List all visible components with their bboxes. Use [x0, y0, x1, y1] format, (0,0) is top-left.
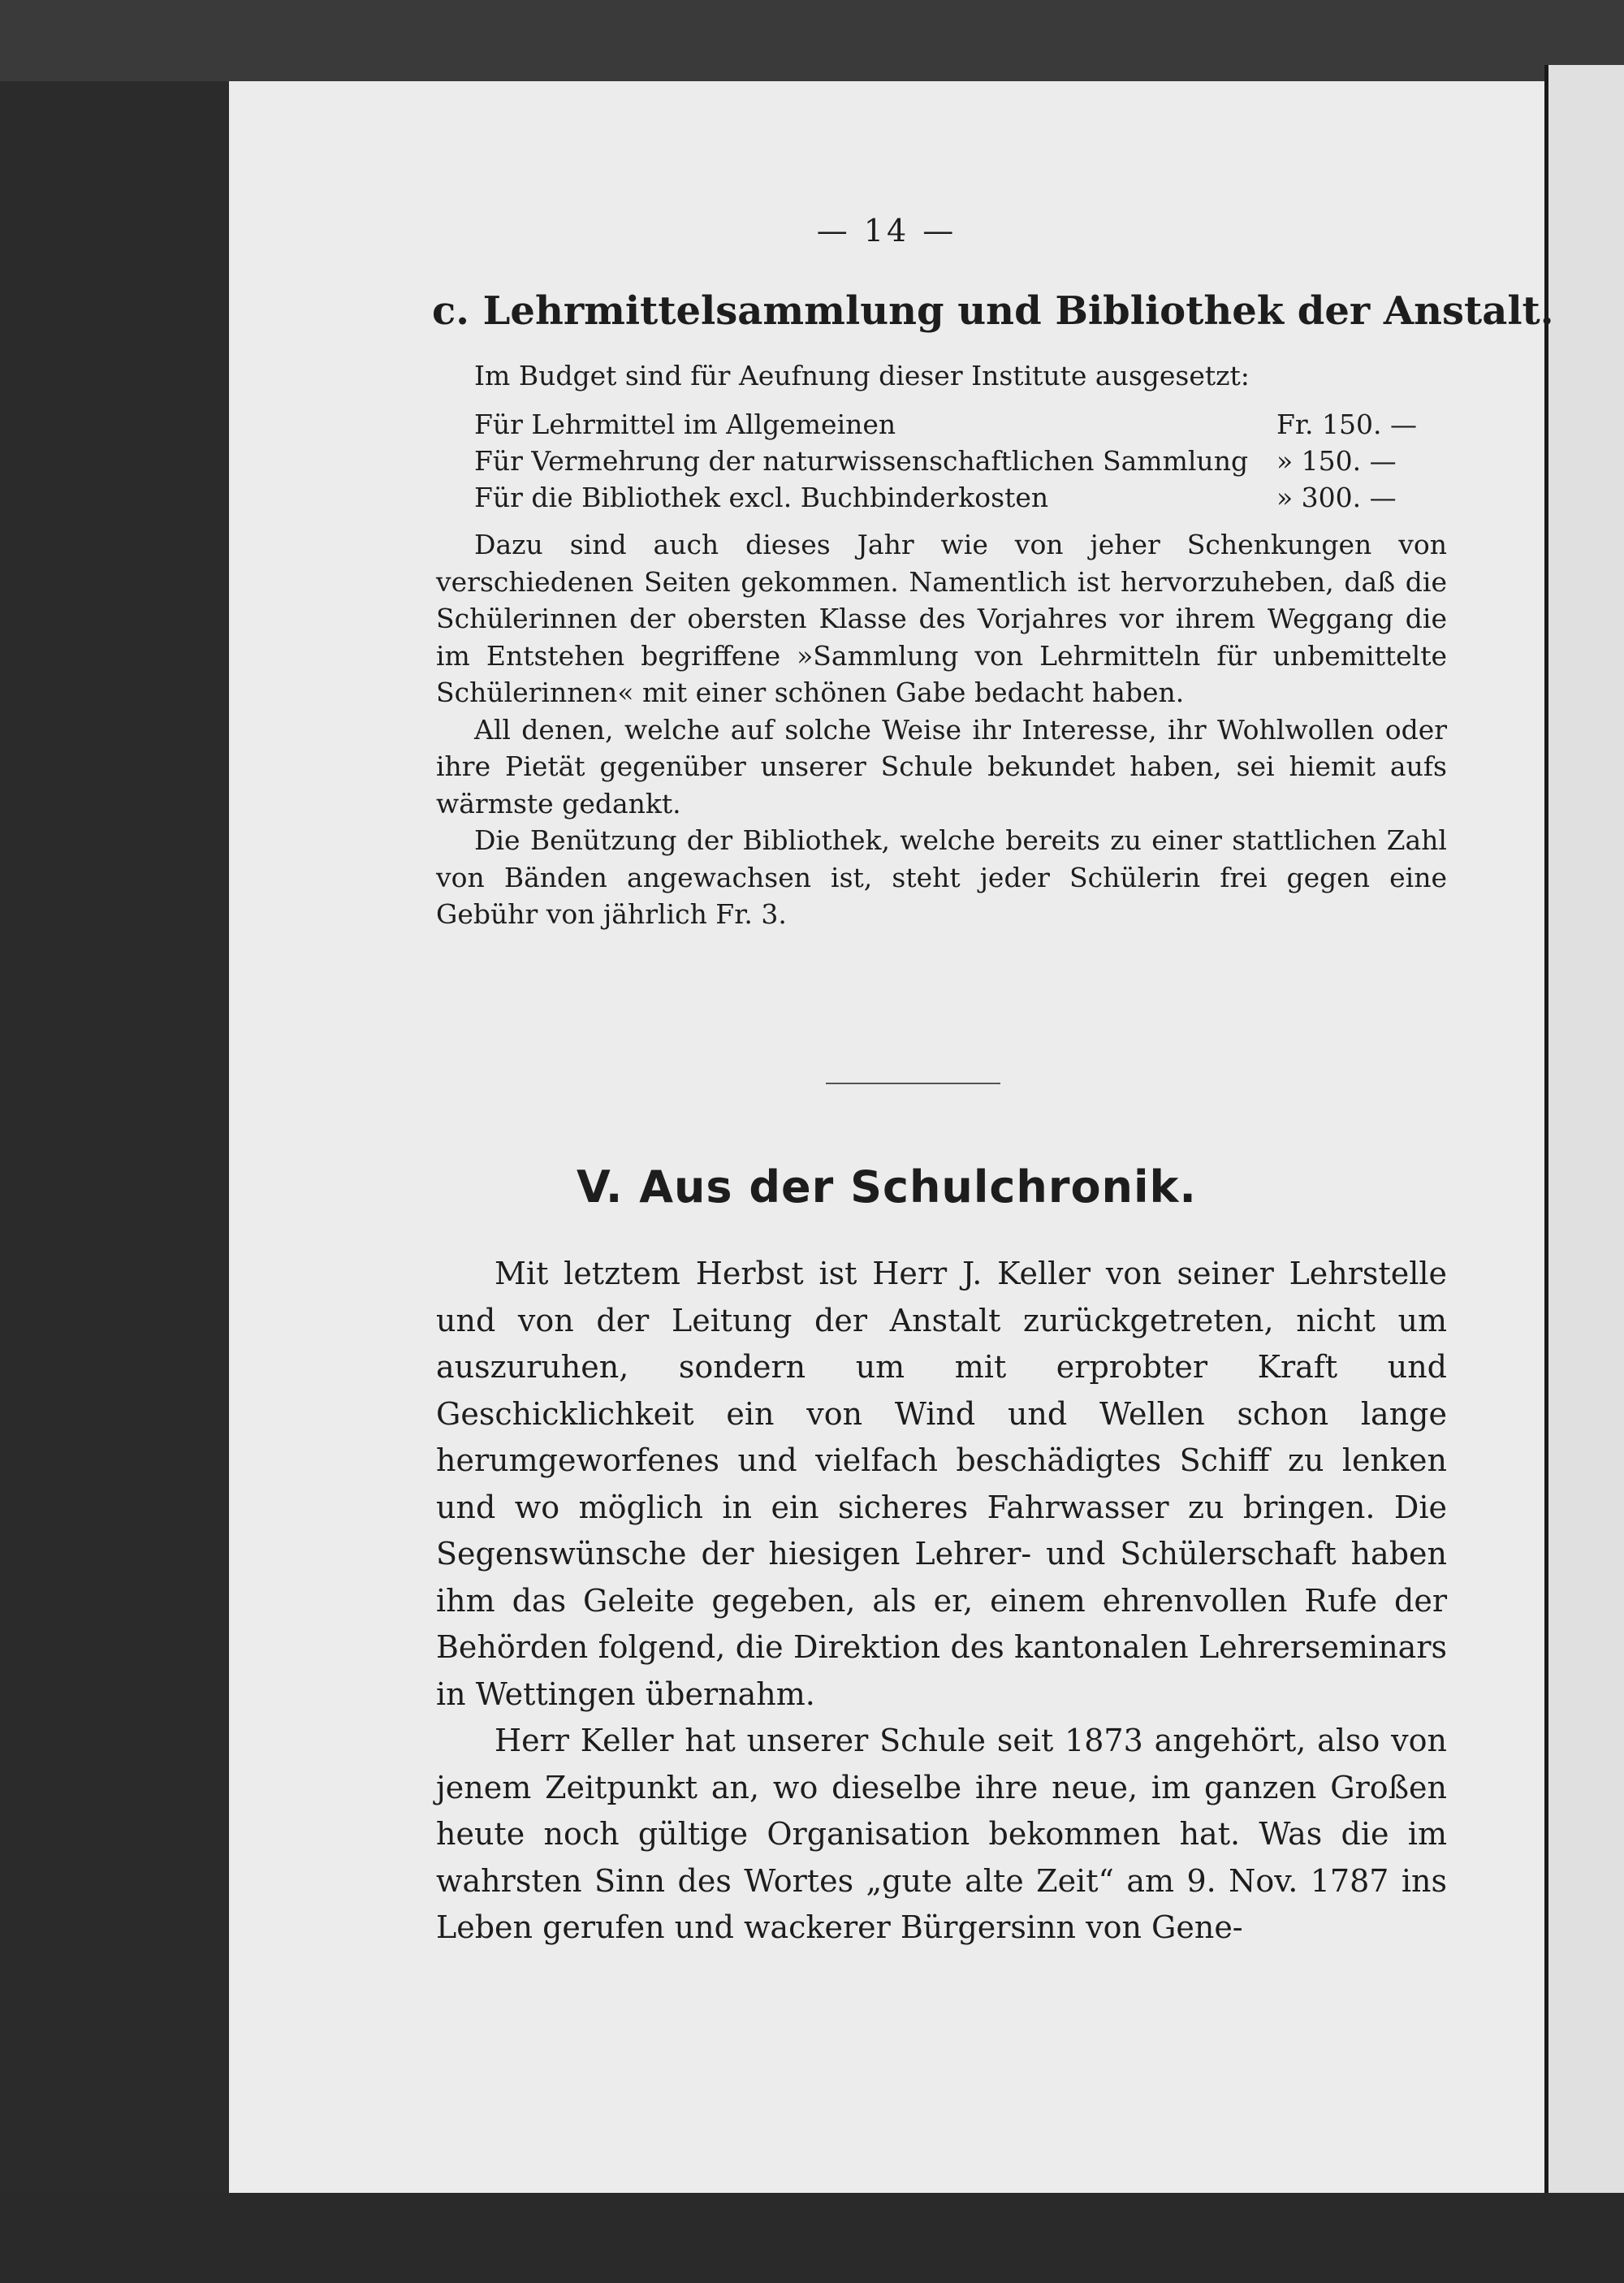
paragraph: Herr Keller hat unserer Schule seit 1873 angehört, also von jenem Zeitpunkt an, wo dieselbe ihre neue, im ganzen Großen heute noch gültige Organisation bekommen hat. Was die im wahrsten Sinn des Wortes „gute alte Zeit“ am 9. Nov. 1787 ins Leben gerufen und wackerer Bürgersinn von Gene-	[436, 1723, 1447, 1945]
budget-label: Für Lehrmittel im Allgemeinen	[474, 409, 896, 440]
facing-page-edge	[1544, 65, 1624, 2201]
page-number: — 14 —	[816, 213, 957, 249]
paragraph: Mit letztem Herbst ist Herr J. Keller von seiner Lehrstelle und von der Leitung der Anstalt zurückgetreten, nicht um auszuruhen, sondern um mit erprobter Kraft und Geschicklichkeit ein von Wind und Wellen schon lange herumgeworfenes und vielfach beschädigtes Schiff zu lenken und wo möglich in ein sicheres Fahrwasser zu bringen. Die Segenswünsche der hiesigen Lehrer- und Schülerschaft haben ihm das Geleite gegeben, als er, einem ehrenvollen Rufe der Behörden folgend, die Direktion des kantonalen Lehrerseminars in Wettingen übernahm.	[436, 1256, 1447, 1712]
budget-label: Für die Bibliothek excl. Buchbinderkosten	[474, 482, 1049, 513]
budget-intro: Im Budget sind für Aeufnung dieser Institute ausgesetzt:	[474, 360, 1250, 391]
section-c-body	[436, 526, 1447, 933]
budget-amount: » 150. —	[1276, 445, 1397, 477]
section-c-heading: c. Lehrmittelsammlung und Bibliothek der Anstalt.	[432, 288, 1554, 334]
budget-label: Für Vermehrung der naturwissenschaftlichen Sammlung	[474, 445, 1249, 477]
budget-amount: Fr. 150. —	[1276, 409, 1417, 440]
budget-amount: » 300. —	[1276, 482, 1397, 513]
paragraph: All denen, welche auf solche Weise ihr Interesse, ihr Wohlwollen oder ihre Pietät gegenüber unserer Schule bekundet haben, sei hiemit aufs wärmste gedankt.	[436, 713, 1447, 819]
section-v-body	[436, 1251, 1447, 1952]
budget-row	[474, 443, 1447, 479]
scan-background-bottom	[0, 2193, 1624, 2283]
scan-background-top	[0, 0, 1624, 81]
section-divider	[826, 1083, 1000, 1084]
budget-row	[474, 406, 1447, 443]
document-page	[229, 81, 1554, 2193]
paragraph: Dazu sind auch dieses Jahr wie von jeher Schenkungen von verschiedenen Seiten gekommen. Namentlich ist hervorzuheben, daß die Schülerinnen der obersten Klasse des Vorjahres vor ihrem Weggang die im Entstehen begriffene »Sammlung von Lehrmitteln für unbemittelte Schülerinnen« mit einer schönen Gabe bedacht haben.	[436, 529, 1447, 708]
budget-row	[474, 479, 1447, 516]
section-v-heading: V. Aus der Schulchronik.	[577, 1161, 1197, 1213]
budget-table	[474, 406, 1447, 516]
paragraph: Die Benützung der Bibliothek, welche bereits zu einer stattlichen Zahl von Bänden angewachsen ist, steht jeder Schülerin frei gegen eine Gebühr von jährlich Fr. 3.	[436, 824, 1447, 930]
